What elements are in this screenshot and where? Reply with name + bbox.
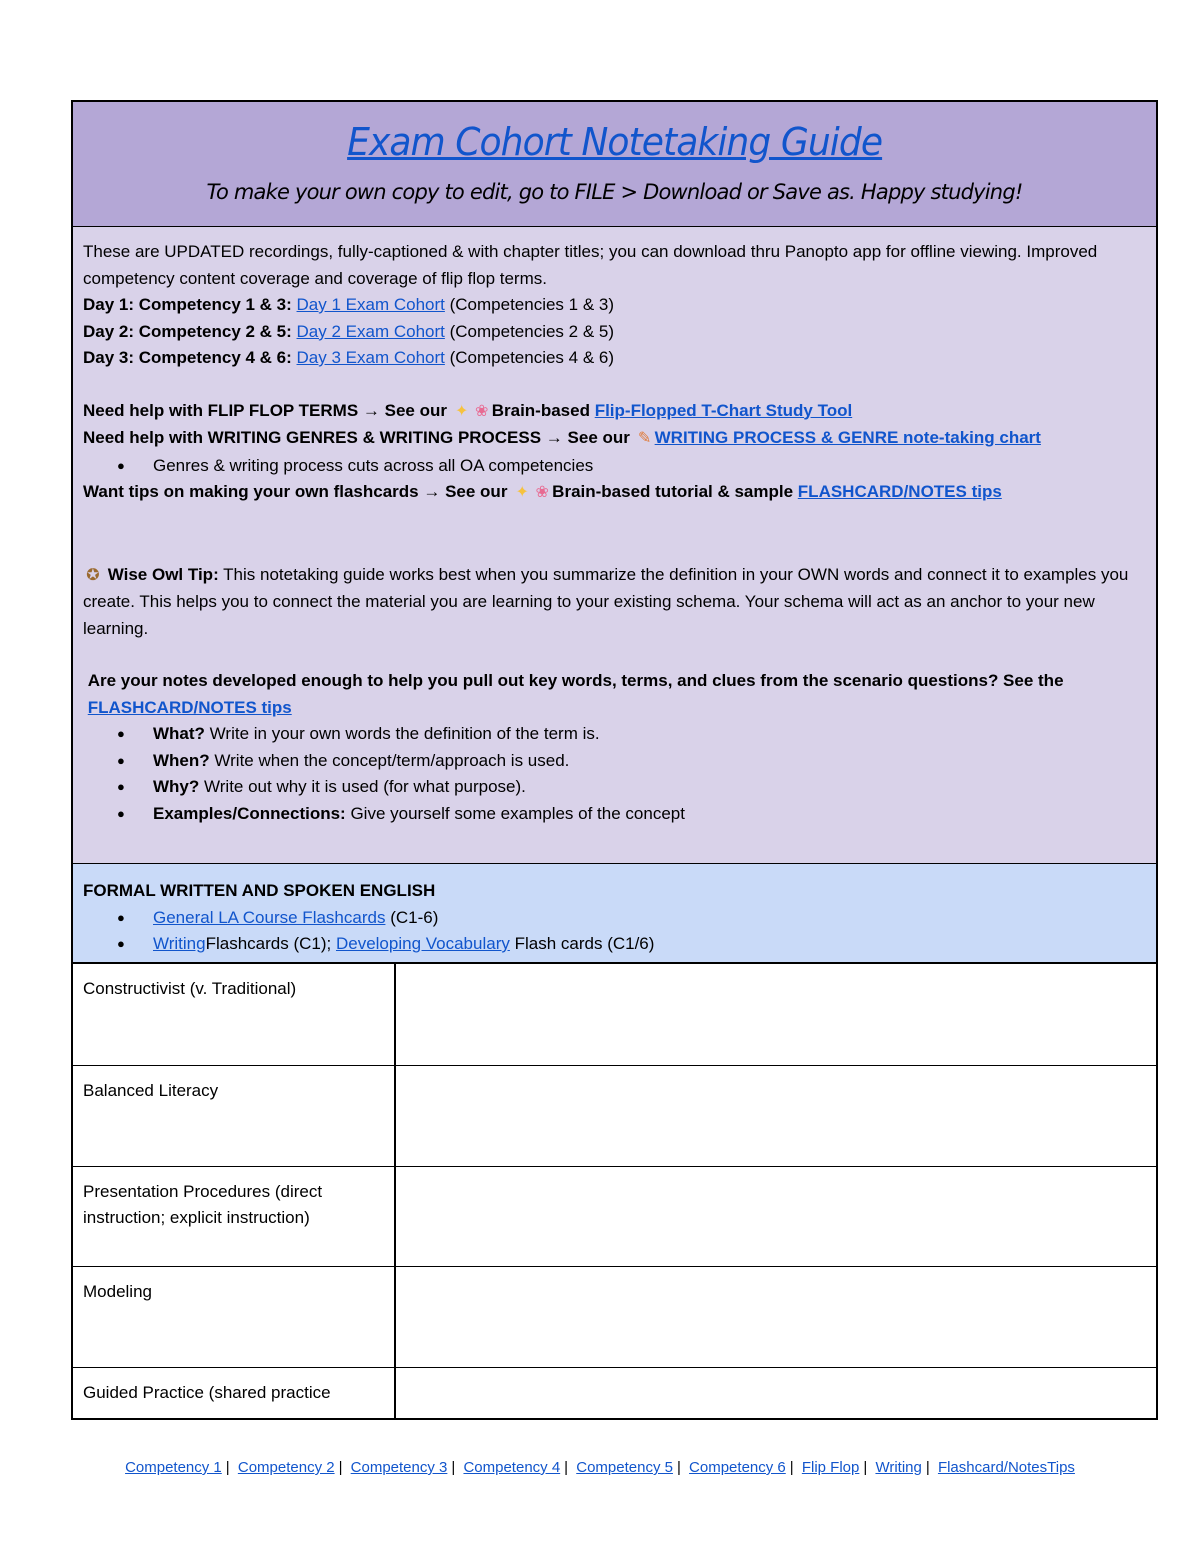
- day-1-link[interactable]: Day 1 Exam Cohort: [296, 295, 445, 314]
- bullet-text: Write out why it is used (for what purpose).: [204, 777, 526, 796]
- link-suffix: Flash cards (C1/6): [514, 934, 655, 953]
- separator: |: [863, 1459, 868, 1476]
- notes-cell[interactable]: [395, 1266, 1156, 1367]
- footer-link-competency-1[interactable]: Competency 1: [125, 1459, 222, 1476]
- footer-link-competency-2[interactable]: Competency 2: [237, 1459, 335, 1476]
- day-1-row: [83, 292, 1146, 319]
- sparkle-icon: ✦: [455, 402, 469, 420]
- flip-flop-mid: Brain-based: [491, 400, 590, 420]
- flashcard-link[interactable]: FLASHCARD/NOTES tips: [797, 482, 1002, 501]
- flip-flop-link[interactable]: Flip-Flopped T-Chart Study Tool: [594, 400, 853, 420]
- table-row: [73, 1266, 1156, 1367]
- notetaking-guide: [71, 100, 1158, 1420]
- separator: |: [451, 1459, 456, 1476]
- day-2-row: [83, 319, 1146, 346]
- notes-cell[interactable]: [395, 1166, 1156, 1266]
- bullet-label: What?: [153, 724, 205, 743]
- link-suffix: (C1-6): [390, 907, 439, 927]
- term-cell: Guided Practice (shared practice: [73, 1367, 395, 1418]
- term-cell: Balanced Literacy: [73, 1065, 395, 1166]
- day-1-suffix: (Competencies 1 & 3): [449, 295, 615, 314]
- day-3-label: Day 3: Competency 4 & 6:: [83, 348, 292, 367]
- writing-prefix: Need help with WRITING GENRES & WRITING PROCESS → See our: [83, 428, 630, 447]
- footer-link-flip-flop[interactable]: Flip Flop: [801, 1459, 860, 1476]
- brain-icon: ❀: [535, 484, 549, 501]
- footer-link-competency-4[interactable]: Competency 4: [463, 1459, 561, 1476]
- separator: |: [225, 1459, 230, 1476]
- notes-cell[interactable]: [395, 1065, 1156, 1166]
- footer-link-flashcard-tips[interactable]: Flashcard/NotesTips: [937, 1459, 1075, 1476]
- flashcard-prefix: Want tips on making your own flashcards → See our: [83, 482, 508, 501]
- day-2-link[interactable]: Day 2 Exam Cohort: [296, 321, 445, 341]
- separator: |: [564, 1459, 569, 1476]
- writing-bullet: ● Genres & writing process cuts across all OA competencies: [153, 453, 1146, 480]
- list-item: [153, 931, 1146, 958]
- day-2-label: Day 2: Competency 2 & 5:: [83, 321, 292, 341]
- general-flashcards-link[interactable]: General LA Course Flashcards: [153, 907, 386, 927]
- memo-icon: ✎: [637, 430, 652, 447]
- day-2-suffix: (Competencies 2 & 5): [449, 321, 615, 341]
- footer-link-competency-6[interactable]: Competency 6: [689, 1459, 786, 1476]
- table-row: [73, 1367, 1156, 1418]
- header-band: [73, 102, 1156, 227]
- brain-icon: ❀: [475, 402, 489, 420]
- list-item: [153, 801, 1146, 828]
- separator: |: [925, 1459, 930, 1476]
- notes-checklist: [83, 721, 1146, 827]
- flashcard-mid: Brain-based tutorial & sample: [552, 482, 794, 501]
- term-cell: Modeling: [73, 1266, 395, 1367]
- notes-question: [83, 668, 1146, 721]
- wise-owl-tip: [83, 562, 1146, 643]
- bullet-text: Write when the concept/term/approach is used.: [214, 750, 570, 770]
- intro-text: These are UPDATED recordings, fully-captioned & with chapter titles; you can download thru Panopto app for offline viewing. Improved competency content coverage and coverage of flip flop terms.: [83, 242, 1098, 288]
- separator: |: [789, 1459, 794, 1476]
- writing-link[interactable]: WRITING PROCESS & GENRE note-taking chart: [654, 428, 1041, 447]
- tip-label: Wise Owl Tip:: [107, 564, 219, 584]
- writing-flashcards-link[interactable]: Writing: [153, 934, 206, 953]
- flip-flop-help: [83, 398, 1146, 426]
- section-links: [83, 905, 1146, 958]
- owl-icon: ✪: [86, 566, 100, 584]
- notes-question-text: Are your notes developed enough to help you pull out key words, terms, and clues from the scenario questions? See the: [87, 671, 1064, 690]
- list-item: [153, 748, 1146, 775]
- page-subtitle: To make your own copy to edit, go to FILE > Download or Save as. Happy studying!: [206, 180, 1023, 204]
- table-row: [73, 1065, 1156, 1166]
- day-3-link[interactable]: Day 3 Exam Cohort: [296, 348, 445, 367]
- writing-bullets: [83, 453, 1146, 480]
- footer-link-writing[interactable]: Writing: [875, 1459, 922, 1476]
- separator: |: [338, 1459, 343, 1476]
- sparkle-icon: ✦: [515, 484, 529, 501]
- link-mid: Flashcards (C1);: [205, 934, 332, 953]
- section-title: FORMAL WRITTEN AND SPOKEN ENGLISH: [83, 881, 436, 900]
- table-row: [73, 1166, 1156, 1266]
- day-3-row: [83, 345, 1146, 372]
- day-3-suffix: (Competencies 4 & 6): [449, 348, 615, 367]
- bullet-label: Why?: [153, 777, 200, 796]
- writing-help: [83, 425, 1146, 453]
- bullet-label: When?: [153, 750, 210, 770]
- footer-nav: [0, 1459, 1200, 1476]
- day-1-label: Day 1: Competency 1 & 3:: [83, 295, 292, 314]
- table-row: [73, 964, 1156, 1065]
- flashcard-help: [83, 479, 1146, 507]
- notes-tips-link[interactable]: FLASHCARD/NOTES tips: [87, 697, 292, 717]
- list-item: [153, 905, 1146, 932]
- bullet-label: Examples/Connections:: [153, 803, 346, 823]
- term-cell: Presentation Procedures (direct instruction; explicit instruction): [73, 1166, 395, 1266]
- term-cell: Constructivist (v. Traditional): [73, 964, 395, 1065]
- section-header: [73, 864, 1156, 964]
- bullet-text: Give yourself some examples of the concept: [350, 803, 685, 823]
- vocabulary-flashcards-link[interactable]: Developing Vocabulary: [335, 934, 510, 953]
- list-item: [153, 721, 1146, 748]
- separator: |: [676, 1459, 681, 1476]
- flip-flop-prefix: Need help with FLIP FLOP TERMS → See our: [83, 400, 447, 420]
- list-item: [153, 774, 1146, 801]
- info-section: [73, 227, 1156, 864]
- bullet-text: Write in your own words the definition of the term is.: [209, 724, 600, 743]
- notes-cell[interactable]: [395, 964, 1156, 1065]
- terms-table: [73, 964, 1156, 1418]
- page-title[interactable]: Exam Cohort Notetaking Guide: [346, 120, 882, 164]
- footer-link-competency-5[interactable]: Competency 5: [576, 1459, 673, 1476]
- tip-text: This notetaking guide works best when you summarize the definition in your OWN words and connect it to examples you create. This helps you to connect the material you are learning to your existing schema. Your schema will act as an anchor to your new learning.: [83, 564, 1129, 638]
- notes-cell[interactable]: [395, 1367, 1156, 1418]
- footer-link-competency-3[interactable]: Competency 3: [350, 1459, 448, 1476]
